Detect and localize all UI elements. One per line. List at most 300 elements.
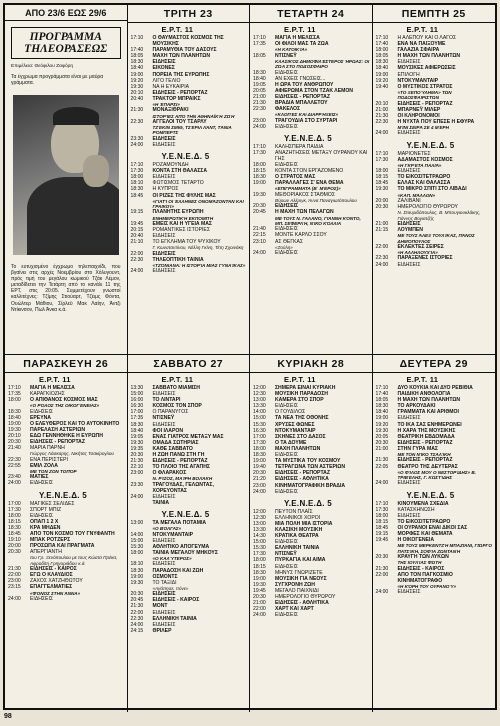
program-time: 15:00	[130, 391, 144, 398]
program-time: 17:35	[8, 391, 21, 398]
program-time: 21:00	[253, 93, 266, 100]
program-time: 21:00	[253, 600, 266, 607]
program-time: 22:00	[375, 243, 389, 250]
program-time: 18:10	[130, 180, 144, 187]
program-time: 13:30	[253, 403, 266, 410]
program-title-text: ΕΙΔΗΣΕΙΣ - ΚΑΙΡΟΣ	[152, 597, 200, 604]
program-title	[275, 180, 372, 192]
program-title-text: ΜΟΝΑΞΙΘΡΑΚΙ	[152, 107, 189, 114]
program-title-text: ΚΡΑΤΙΚΑ ΘΕΑΤΡΑ	[275, 533, 319, 540]
program-title-text: ΜΕΓΑΛΟ ΠΑΙΧΝΙΔΙ	[275, 587, 319, 594]
program-title-text: ΕΠΑΓΓΕΛΜΑΤΙΕΣ	[30, 584, 73, 591]
program-time: 17:10	[253, 35, 266, 41]
program-time: 18:15	[8, 518, 21, 525]
program-title-text: ΕΙΔΗΣΕΙΣ - ΑΘΛΗΤΙΚΑ	[275, 600, 329, 607]
program-time: 17:30	[375, 506, 389, 513]
program-title-text: ΠΑΡΑΜΥΘΙΑ ΤΟΥ ΔΑΣΟΥΣ	[152, 47, 217, 54]
program-title-text: ΠΟΡΕΙΑ ΤΗΣ ΕΥΡΩΠΗΣ	[152, 71, 210, 78]
program-title-text: ΑΝΑΖΗΤΗΣΕΙΣ ΜΕΤΑΞΥ ΟΥΡΑΝΟΥ ΚΑΙ ΓΗΣ	[275, 149, 368, 162]
program-title-text: ΑΠΟ ΤΟΝ ΠΑΓΚΟΣΜΙΟ ΚΙΝΗΜΑΤΟΓΡΑΦΟ	[397, 571, 453, 584]
program-row	[250, 150, 372, 162]
program-title-text: ΤΟ ΕΙΚΟΣΙΤΕΤΡΑΩΡΟ	[397, 174, 451, 181]
program-time: 19:45	[130, 220, 144, 227]
program-title-text: ΕΙΔΗΣΕΙΣ	[152, 421, 176, 428]
program-time: 17:30	[130, 168, 144, 175]
program-time: 13:30	[253, 526, 266, 533]
program-time: 22:30	[130, 615, 144, 622]
program-title-text: ΦΑΚΕΛΟΣ	[275, 106, 301, 113]
program-title-text: Η ΝΥΧΤΑ ΠΟΥ ΕΠΕΣΕ Η ΕΦΥΡΑ	[397, 118, 475, 125]
program-title-text: ΚΡΑΥΓΗ ΤΩΝ ΛΥΚΩΝ	[397, 554, 449, 560]
program-title-text: ΜΟΥΣΙΚΗ ΓΙΑ ΝΕΟΥΣ	[275, 575, 327, 582]
program-note: ΜΊΝΙ ΣΕΙΡΆ ΣΕ 4 ΜΈΡΗ	[397, 125, 449, 131]
program-time: 17:10	[375, 150, 389, 157]
program-time: 23:30	[130, 135, 144, 142]
program-row	[5, 463, 127, 475]
program-time: 21:40	[253, 226, 266, 233]
program-time: 19:30	[253, 581, 266, 588]
program-time	[128, 500, 153, 506]
program-title-text: ΗΜΕΡΟΛΟΓΙΟ ΘΥΡΩΡΟΥ	[275, 594, 336, 600]
program-title-text: ΤΟ ΙΚΑ ΣΑΣ ΕΝΗΜΕΡΩΝΕΙ	[397, 421, 462, 428]
program-title-text: ΚΟΣΜΟΣ ΤΟΝ ΣΠΟΡ	[152, 403, 202, 410]
program-time: 24:00	[253, 250, 266, 256]
program-title-text: ΜΟΝΤΕ ΚΑΡΛΟ ΣΣΟΥ	[275, 232, 327, 239]
program-time: 24:00	[130, 621, 144, 628]
program-title-text: ΦΟΙ ΙΛΑΡΟΝ	[152, 427, 184, 434]
program-time: 18:05	[375, 397, 389, 404]
program-time: 18:30	[253, 569, 266, 576]
program-note: ΤΗΣ ΙΟΥΛΊΑΣ ΦΏΤΗ	[397, 560, 442, 566]
program-time: 18:45	[375, 524, 389, 531]
station-name: Υ.Ε.Ν.Ε.Δ. 5	[406, 490, 455, 500]
program-row	[373, 186, 496, 198]
program-row	[128, 550, 250, 562]
station-name: Ε.Ρ.Τ. 11	[284, 375, 316, 384]
program-time: 18:30	[8, 524, 21, 531]
program-title-text: ΕΙΔΗΣΕΙΣ	[152, 537, 176, 544]
program-time: 16:30	[253, 427, 266, 434]
program-time: 19:40	[253, 464, 266, 471]
program-title	[153, 257, 250, 269]
program-time: 18:30	[375, 403, 389, 410]
program-title-text: ΜΑΡΙΑ ΠΑΡΝΗ	[30, 445, 65, 452]
program-title-text: ΤΑ ΜΕΓΑΛΑ ΠΟΤΑΜΙΑ	[152, 520, 207, 527]
program-title	[275, 124, 372, 130]
program-title-text: ΕΙΔΗΣΕΙΣ	[397, 480, 421, 487]
program-time: 17:00	[8, 500, 21, 507]
program-note: «ΚΛΟΠΈΣ ΚΑΙ ΔΙΑΡΡΉΞΕΙΣ»	[275, 112, 339, 118]
program-row	[128, 482, 250, 494]
program-title-text: ΕΛΛΗΝΙΚΟΙ ΧΟΡΟΙ	[275, 514, 321, 521]
program-title	[398, 589, 496, 595]
program-row	[128, 107, 250, 119]
program-title	[30, 584, 127, 596]
program-time: 23:40	[8, 474, 21, 481]
program-time: 18:45	[375, 180, 389, 187]
program-title-text: ΚΙΝΟΥΜΕΝΑ ΣΧΕΔΙΑ	[397, 500, 449, 507]
program-time: 19:30	[8, 426, 21, 433]
program-time: 22:00	[130, 250, 144, 257]
program-time: 18:40	[130, 65, 144, 72]
program-title-text: Η ΜΑΧΗ ΤΩΝ ΠΛΑΝΗΤΩΝ	[397, 53, 461, 60]
program-time: 23:00	[8, 578, 21, 585]
program-title-text: ΚΑΤΑΣΚΗΝΩΣΗ	[397, 506, 435, 513]
program-title-text: ΟΙ ΚΛΗΡΟΝΟΜΟΙ	[397, 112, 440, 119]
program-time: 22:10	[130, 464, 144, 471]
station-name: Υ.Ε.Ν.Ε.Δ. 5	[284, 133, 333, 143]
program-row	[373, 589, 496, 595]
program-row	[128, 520, 250, 532]
program-title-text: ΕΙΔΗΣΕΙΣ - ΡΕΠΟΡΤΑΖ	[30, 439, 85, 446]
program-title-text: ΤΟ ΑΡΚΟΥΔΑΚΙ	[397, 403, 436, 410]
program-time: 21:30	[130, 458, 144, 465]
program-title	[398, 227, 496, 244]
program-time: 17:30	[253, 551, 266, 558]
program-row	[250, 239, 372, 251]
program-title	[30, 397, 127, 409]
station-name: Ε.Ρ.Τ. 11	[39, 375, 71, 384]
program-time: 19:45	[375, 537, 389, 544]
program-row	[373, 130, 496, 136]
program-title-text: ΜΗΝΥΣ ΓΝΩΡΙΖΕΤΕ	[275, 569, 323, 576]
program-time: 18:45	[130, 192, 144, 199]
program-time: 17:10	[130, 35, 144, 41]
program-title-text: ΤΟ ΜΙΚΡΟ ΣΠΙΤΙ ΣΤΟ ΛΙΒΑΔΙ	[397, 186, 467, 193]
program-time: 20:10	[375, 100, 389, 107]
program-row	[250, 192, 372, 204]
program-time: 18:00	[8, 397, 21, 404]
program-title-text: ΣΗΜΕΡΑ ΕΙΝΑΙ ΚΥΡΙΑΚΗ	[275, 385, 336, 391]
program-title	[30, 549, 127, 566]
program-title-text: ΣΥΓΧΡΟΝΗ ΖΩΗ	[275, 581, 315, 588]
program-title-text: ΝΑ Η ΕΥΚΑΙΡΙΑ	[152, 83, 190, 90]
program-time: 12:00	[253, 508, 266, 515]
program-title-text: ΡΟΜΑΝΤΙΚΕΣ ΙΣΤΟΡΙΕΣ	[152, 227, 210, 233]
program-title	[398, 554, 496, 566]
program-title-text: ΕΙΔΗΣΕΙΣ	[152, 561, 176, 568]
program-time: 19:00	[253, 180, 266, 187]
program-title-text: ΠΡΟΣΩΠΑ ΚΑΙ ΠΡΑΓΜΑΤΑ	[30, 543, 95, 550]
program-title	[153, 520, 250, 532]
program-title-text: ΛΙΓΟ ΓΕΛΙΟ	[152, 77, 181, 84]
program-title-text: ΤΑ ΜΥΣΤΙΚΑ ΤΟΥ ΚΟΣΜΟΥ	[275, 458, 341, 465]
program-time: 24:15	[130, 627, 144, 634]
program-title-text: ΕΙΔΗΣΕΙΣ	[275, 612, 299, 619]
program-time: 18:05	[253, 52, 266, 59]
program-title-text: ΕΙΔΗΣΕΙΣ - ΡΕΠΟΡΤΑΖ	[275, 470, 330, 477]
program-time: 19:30	[130, 83, 144, 90]
program-row	[373, 572, 496, 590]
program-row	[373, 227, 496, 244]
program-title-text: ΑΔΑΜΑΣΤΟΣ ΚΟΣΜΟΣ	[397, 156, 453, 163]
program-title-text: ΤΑ ΝΕΑ ΤΗΣ ΟΘΟΝΗΣ	[275, 415, 329, 422]
program-time: 17:10	[253, 143, 266, 150]
program-title-text: ΕΙΔΗΣΕΙΣ	[397, 168, 421, 175]
program-time: 19:45	[253, 587, 266, 594]
program-time: 18:40	[253, 75, 266, 82]
program-title	[153, 209, 250, 221]
program-time: 15:00	[130, 537, 144, 544]
program-time: 23:00	[253, 482, 266, 489]
program-row	[373, 464, 496, 481]
station-name: Ε.Ρ.Τ. 11	[284, 25, 316, 34]
day-header: ΤΡΙΤΗ 23	[128, 5, 250, 23]
program-time: 18:40	[130, 427, 144, 434]
program-title	[398, 537, 496, 554]
program-time: 18:00	[8, 512, 21, 519]
program-time: 24:00	[375, 480, 389, 487]
program-title-text: ΕΜΕΙΣ ΚΑΙ Η ΥΓΕΙΑ ΜΑΣ	[152, 220, 212, 227]
program-title-text: ΕΙΔΗΣΕΙΣ - ΡΕΠΟΡΤΑΖ	[152, 458, 208, 465]
day-column	[5, 354, 128, 712]
program-time: 20:30	[375, 439, 389, 446]
program-title	[398, 446, 496, 458]
day-header: ΠΑΡΑΣΚΕΥΗ 26	[5, 355, 127, 373]
program-time: 18:40	[375, 409, 389, 416]
program-time: 22:30	[130, 118, 144, 125]
program-time: 23:10	[253, 238, 266, 245]
program-title	[398, 119, 496, 131]
program-title-text: Ο ΦΛΑΡΑΚΟΣ	[152, 470, 187, 477]
program-note: ΜΕ ΤΟΥΣ ΜΕΡΚΕΝΤΖΉ ΜΠΑΖΙΆΝΙ, ΓΙΏΡΓΟ ΠΑΤΣΊΚΗ, ΣΟΦΊΑ ΖΩΝΤΑΝΉ	[397, 543, 492, 554]
program-title-text: ΣΤΗΝ ΓΥΡΑ ΜΑΣ	[397, 445, 438, 452]
program-title-text: ΕΙΔΗΣΕΙΣ	[397, 512, 421, 519]
page-number: 98	[4, 713, 12, 720]
program-time: 19:00	[253, 575, 266, 582]
program-title	[398, 204, 496, 221]
program-title-text: ΕΙΔΗΣΕΙΣ	[397, 415, 421, 422]
program-note: ΕΝΗΜΕΡΩΤΙΚΉ ΕΚΠΟΜΠΉ	[152, 215, 214, 221]
program-title-text: ΠΑΡΕΛΑΣΗ ΑΣΤΕΡΙΩΝ	[30, 426, 86, 433]
program-time: 19:05	[130, 433, 144, 440]
program-time: 19:20	[130, 77, 144, 84]
program-title	[398, 186, 496, 198]
program-title-text: ΗΜΕΡΟΛΟΓΙΟ ΘΥΡΩΡΟΥ	[397, 204, 458, 210]
program-time: 24:00	[375, 589, 389, 596]
program-title-text: Η ΩΡΑ ΤΟΥ ΑΝΘΡΩΠΟΥ	[275, 81, 334, 88]
program-time: 22:00	[8, 572, 21, 579]
station-name: Υ.Ε.Ν.Ε.Δ. 5	[406, 140, 455, 150]
program-time: 21:20	[253, 476, 266, 483]
program-title-text: ΠΕΥΤΟΝ ΠΛΑΪΣ	[275, 508, 313, 515]
program-time: 20:10	[130, 89, 144, 96]
program-title-text: ΕΙΔΗΣΕΙΣ	[152, 268, 176, 275]
program-title-text: ΧΑΡΤ ΚΑΙ ΧΑΡΤ	[275, 606, 314, 613]
program-title	[398, 157, 496, 169]
program-title-text: ΤΟ ΤΑΞΙΔΙ	[152, 579, 177, 586]
program-title-text: ΕΙΔΗΣΕΙΣ - ΡΕΠΟΡΤΑΖ	[152, 89, 208, 96]
program-note: ΙΣΤΟΡΊΕΣ ΑΠΌ ΤΗΝ ΑΘΗΝΑΪΚΉ ΖΩΉ	[152, 113, 235, 119]
program-title-text: ΤΕΤΡΑΓΩΝΑ ΤΩΝ ΑΣΤΕΡΙΩΝ	[275, 464, 346, 471]
day-column	[373, 5, 496, 354]
program-time: 18:30	[375, 59, 389, 66]
program-time: 20:30	[130, 452, 144, 459]
program-title-text: ΕΙΔΗΣΕΙΣ	[152, 591, 176, 598]
program-title-text: ΡΟΖΑΜΟΥΝΔΗ	[152, 162, 189, 169]
program-title-text: ΑΠΟ ΤΟΝ ΚΟΣΜΟ ΤΟΥ ΓΝΥΦΑΝΤΗ	[30, 531, 115, 537]
program-title-text: Ο ΑΠΙΘΑΝΟΣ ΚΟΣΜΟΣ ΜΑΣ	[30, 397, 98, 404]
program-time: 20:10	[8, 433, 21, 440]
week-dates: ΑΠΟ 23/6 ΕΩΣ 29/6	[5, 5, 127, 21]
program-title	[153, 107, 250, 119]
program-title-text: ΠΛΑΝΗΤΗΣ ΕΥΡΩΠΗ	[152, 209, 204, 216]
program-time: 20:40	[130, 95, 144, 102]
program-title-text: ΠΥΡΚΑΓΙΑ ΚΑΙ ΑΙΜΑ	[275, 557, 326, 564]
program-row	[5, 549, 127, 566]
program-title-text: ΕΙΔΗΣΕΙΣ - ΚΑΙΡΟΣ	[397, 565, 445, 572]
program-note: «Ζούλη»	[275, 244, 293, 250]
station-name: Υ.Ε.Ν.Ε.Δ. 5	[161, 510, 210, 520]
program-title-text: ΟΣΜΟΝΤΣ	[152, 573, 178, 580]
program-time: 21:30	[375, 112, 389, 119]
program-title-text: ΚΑΜΕΡΑ ΣΤΟ ΣΠΟΡ	[275, 397, 324, 404]
program-title-text: ΕΙΔΗΣΕΙΣ - ΑΘΛΗΤΙΚΑ	[275, 476, 329, 483]
program-time: 18:30	[253, 69, 266, 76]
program-title-text: ΑΓΓΕΛΟΙ ΤΟΥ ΤΣΑΡΛΥ	[152, 118, 207, 125]
program-title-text: ΑΣ ΘΕΓΚΑΣ	[275, 238, 304, 245]
program-note: Γιώργος Λάσκαρης, Νικήτας Τσακίρογλου	[30, 451, 114, 457]
program-title-text: ΠΑΡΑΞΕΝΕΣ ΙΣΤΟΡΙΕΣ	[397, 255, 453, 262]
program-title-text: ΜΟΥΣΙΚΗ ΠΑΡΑΔΟΣΗ	[275, 391, 328, 398]
program-time: 18:30	[130, 421, 144, 428]
program-title-text: ΟΙ ΡΙΖΕΣ ΤΗΣ ΦΥΛΗΣ ΜΑΣ	[152, 192, 216, 199]
program-time: 20:30	[253, 203, 266, 210]
day-column	[128, 5, 251, 354]
program-time: 21:00	[375, 445, 389, 452]
program-note: «ΦΌΝΟΣ ΣΤΗΝ ΆΝΝΑ»	[30, 590, 81, 596]
program-title-text: ΕΙΚΟΝΕΣ	[152, 65, 175, 72]
program-time: 21:30	[130, 603, 144, 610]
program-time: 19:40	[375, 83, 389, 90]
program-time: 18:30	[8, 408, 21, 415]
program-time: 19:30	[375, 427, 389, 434]
program-time: 20:30	[130, 591, 144, 598]
program-title-text: ΚΙΝΗΜΑΤΟΓΡΑΦΙΚΗ ΒΡΑΔΙΑ	[275, 482, 346, 489]
program-time: 13:00	[253, 397, 266, 404]
program-row	[250, 41, 372, 53]
program-time: 19:30	[253, 191, 266, 198]
program-title-text: ΜΠΑΡΝΕΫ ΜΙΛΕΡ	[397, 106, 441, 113]
program-time: 14:00	[130, 531, 144, 538]
program-title	[275, 612, 372, 618]
program-time: 24:00	[130, 268, 144, 275]
program-time: 24:00	[8, 480, 21, 487]
program-time: 22:00	[375, 571, 389, 578]
program-title-text: ΕΙΔΗΣΕΙΣ	[152, 233, 176, 240]
program-time: 24:00	[8, 595, 21, 602]
program-title-text: ΕΙΔΗΣΕΙΣ	[30, 512, 54, 519]
program-time: 17:10	[8, 385, 21, 391]
program-row	[250, 53, 372, 70]
program-title	[275, 150, 372, 162]
program-title-text: ΜΟΥΣΙΚΕΣ ΑΦΙΕΡΩΣΕΙΣ	[397, 65, 456, 72]
program-time: 20:05	[253, 87, 266, 94]
program-title-text: ΚΑΛΗΣΠΕΡΑ ΠΑΙΔΙΑ	[275, 143, 324, 150]
program-title-text: ΕΙΔΗΣΕΙΣ	[152, 135, 176, 142]
program-title-text: ΚΛΑΣΙΚΗ ΜΟΥΣΙΚΗ	[275, 526, 323, 533]
program-title-text: ΑΦΙΕΡΩΜΑ ΣΤΟΝ ΤΖΑΚ ΛΕΜΟΝ	[275, 87, 353, 94]
program-time: 20:40	[130, 233, 144, 240]
program-title-text: ΕΙΔΗΣΕΙΣ	[275, 250, 299, 256]
program-row	[373, 119, 496, 131]
program-title-text: ΝΤΟΚΥΜΑΝΤΑΙΡ	[275, 427, 316, 434]
program-time: 24:00	[130, 494, 144, 500]
program-title-text: Ο ΜΥΣΤΙΚΟΣ ΣΤΡΑΤΟΣ	[397, 83, 453, 90]
program-title	[275, 106, 372, 118]
program-time: 19:35	[130, 445, 144, 452]
program-title-text: ΜΑΤΙΕΣ	[30, 474, 49, 481]
program-title-text: ΣΠΟΡΤ ΜΠΙΖ	[30, 506, 62, 513]
program-title-text: ΟΙ ΟΥΡΑΝΟΙ ΕΝΑΙ ΔΙΚΟΙ ΣΑΣ	[397, 524, 468, 531]
program-time: 18:30	[130, 567, 144, 574]
day-column	[373, 354, 496, 712]
program-title	[153, 580, 250, 592]
program-row	[250, 124, 372, 130]
program-title-text: ΝΤΙΣΝΕΫ	[275, 52, 297, 59]
program-time: 18:30	[130, 59, 144, 66]
program-title-text: ΓΡΑΜΜΑΤΑ ΚΑΙ ΑΡΙΘΜΟΙ	[397, 409, 459, 416]
schedule-grid	[3, 3, 497, 710]
program-title	[275, 209, 372, 226]
program-title-text: ΕΙΔΗΣΕΙΣ	[397, 589, 421, 596]
program-time: 17:10	[375, 385, 389, 391]
program-title	[275, 41, 372, 53]
program-title	[275, 239, 372, 251]
program-title	[153, 550, 250, 562]
program-title-text: ΑΘΛΗΤΙΚΟ ΑΠΟΓΕΥΜΑ	[152, 543, 210, 550]
program-title-text: Η ΑΛΕΠΟΥ ΚΑΙ Ο ΛΑΓΟΣ	[397, 35, 457, 41]
program-title-text: ΘΕΑΤΡΟ ΤΗΣ ΔΕΥΤΕΡΑΣ	[397, 463, 458, 470]
program-title-text: ΕΙΔΗΣΕΙΣ	[275, 162, 299, 169]
program-title	[153, 239, 250, 251]
program-title-text: ΤΑΙΝΙΑ	[152, 500, 170, 507]
program-time: 18:05	[130, 53, 144, 60]
program-time: 15:30	[253, 545, 266, 552]
program-title	[275, 192, 372, 204]
program-title-text: ΕΙΔΗΣΕΙΣ - ΡΕΠΟΡΤΑΖ	[397, 457, 453, 464]
program-row	[373, 554, 496, 566]
program-title	[153, 193, 250, 210]
program-note: «Ο ΦΊΛΟΣ ΜΟΥ Ο ΝΕΣΤΟΡΊΔΗΣ» Β. ΤΡΙΒΈΛΗΣ, Γ. ΚΩΣΤΊΔΗΣ	[397, 469, 476, 481]
program-row	[128, 142, 250, 148]
program-time: 20:00	[375, 197, 389, 204]
program-time: 18:40	[8, 414, 21, 421]
program-time: 22:55	[8, 462, 21, 469]
program-title-text: ΝΤΙΣΝΕΫ	[152, 415, 175, 422]
program-time: 17:10	[375, 35, 389, 41]
program-time: 21:30	[375, 457, 389, 464]
program-title-text: Ο ΘΑΥΜΑΣΤΟΣ ΚΟΣΜΟΣ ΤΗΣ ΜΟΥΣΙΚΗΣ	[152, 35, 224, 48]
program-time: 19:00	[130, 573, 144, 580]
day-column	[128, 354, 251, 712]
program-note: «Η ΓΚΡΈΤΑ ΠΑΛΙΆ»	[397, 162, 442, 168]
program-time: 23:15	[8, 584, 21, 591]
program-time: 22:30	[375, 118, 389, 125]
program-title	[30, 596, 127, 602]
program-title	[398, 464, 496, 481]
day-column	[250, 354, 373, 712]
program-time: 19:10	[8, 537, 21, 544]
program-note: ΜΕ ΤΟΥΣ Ν. ΓΑΛΑΝΌ, ΓΙΆΝΝΗ ΚΌΝΤΟ, ΜΠ. ΣΕΦΕΡΛΉ, ΝΊΚΟ ΚΌΛΛΙΑ	[275, 215, 361, 226]
program-time: 19:15	[130, 209, 144, 216]
day-column	[250, 5, 373, 354]
program-row	[5, 445, 127, 457]
program-row	[250, 106, 372, 118]
program-time: 19:00	[130, 71, 144, 78]
program-title-text: Η ΧΑΡΑ ΤΗΣ ΜΟΥΣΙΚΗΣ	[397, 427, 456, 434]
program-title-text: ΕΙΔΗΣΕΙΣ - ΚΑΙΡΟΣ	[30, 566, 77, 573]
